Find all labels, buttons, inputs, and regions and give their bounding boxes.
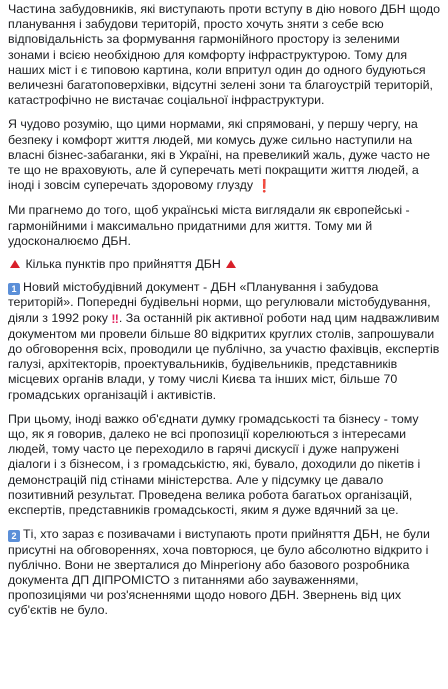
exclamation-icon: ❗ [256, 179, 272, 194]
paragraph-point-2: 2 Ті, хто зараз є позивачами і виступають проти прийняття ДБН, не були присутні на обговореннях, хоча повторюся, це було абсолютно відкрито і публічно. Вони не зверталися до Мінрегіону або базового розробника документа ДП ДІПРОМІСТО з питаннями або зауваженнями, пропозиціями чи роз'ясненнями щодо нового ДБН. Звернень від цих суб'єктів не було. [8, 527, 430, 618]
paragraph-goal: Ми прагнемо до того, щоб українські міста виглядали як європейські - гармонійними і максимально придатними для життя. Тому ми й удосконалюємо ДБН. [8, 203, 410, 248]
keycap-two-icon: 2 [8, 530, 20, 542]
double-exclamation-icon: ‼ [111, 311, 119, 326]
red-triangle-up-icon [226, 260, 236, 268]
paragraph-intro: Частина забудовників, які виступають проти вступу в дію нового ДБН щодо планування і забудови територій, просто хочуть зняти з себе всю відповідальність за формування гармонійного простору із зеленими зонами і всією необхідною для комфорту інфраструктурою. Тому для наших міст і є типовою картина, коли впритул один до одного будуються величезні багатоповерхівки, відсутні зелені зони та благоустрій територій, катастрофічно не вистачає соціальної інфраструктури. [8, 2, 440, 108]
paragraph-norms: Я чудово розумію, що цими нормами, які спрямовані, у першу чергу, на безпеку і комфорт життя людей, ми комусь дуже сильно наступили на власні бізнес-забаганки, які в Україні, на превеликий жаль, дуже часто не те що не враховують, але й суперечать меті покращити життя людей, а іноді і зовсім суперечать здоровому глузду ❗ [8, 117, 431, 194]
paragraph-public: При цьому, іноді важко об'єднати думку громадськості та бізнесу - тому що, як я говорив, далеко не всі пропозиції корелюються з інтересами людей, тому часто це переходило в гарячі дискусії і дуже напружені діалоги і з бізнесом, і з громадськістю, які, бувало, доходили до пікетів і демонстрацій під стінами міністерства. Але у підсумку це давало позитивний результат. Проведена велика робота багатьох організацій, експертів, представників громадськості, яким я дуже вдячний за це. [8, 411, 421, 518]
paragraph-point-1: 1 Новий містобудівний документ - ДБН «Планування і забудова територій». Попередні будівельні норми, що регулювали містобудування, діяли з 1992 року ‼. За останній рік активної роботи над цим надважливим документом ми провели більше 80 відкритих круглих столів, запрошували до обговорення всіх, проводили це публічно, за участю фахівців, експертів галузі, архітекторів, проектувальників, будівельників, представників місцевих органів влади, у тому числі Києва та інших міст, більше 70 громадських організацій і активістів. [8, 280, 440, 402]
red-triangle-up-icon [10, 260, 20, 268]
section-heading: Кілька пунктів про прийняття ДБН [8, 257, 440, 272]
keycap-one-icon: 1 [8, 283, 20, 295]
